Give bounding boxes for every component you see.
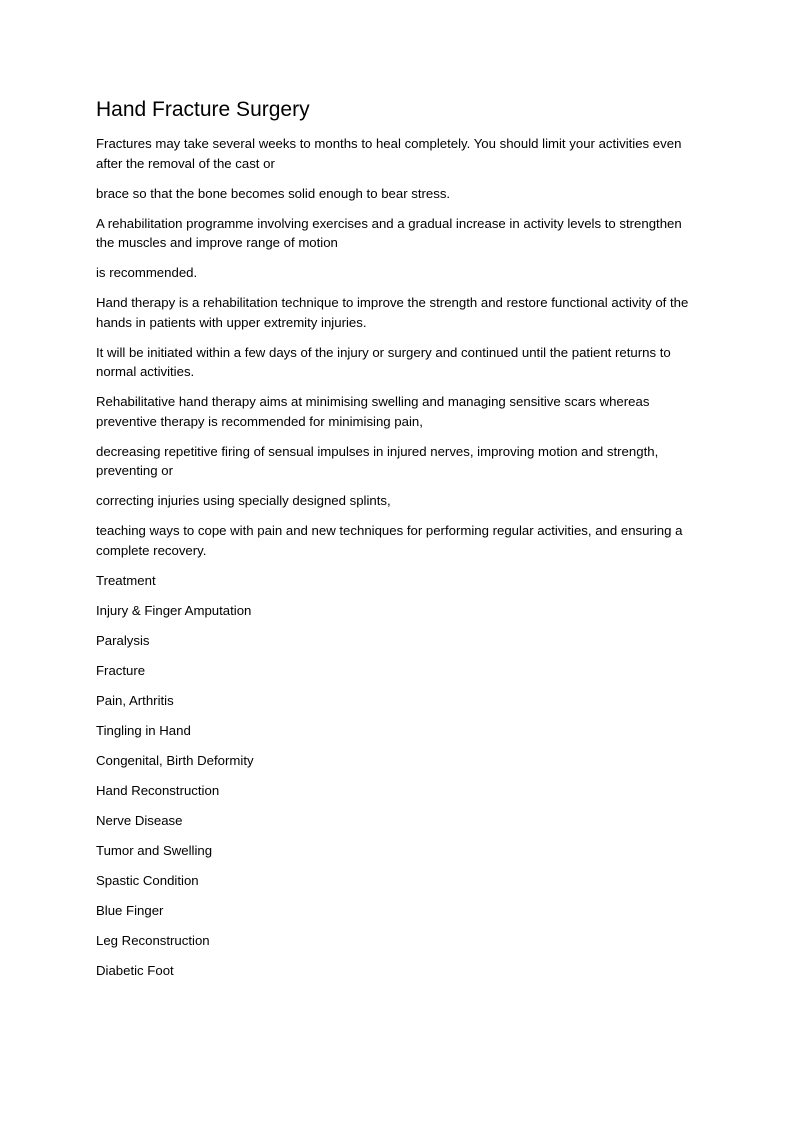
paragraph: teaching ways to cope with pain and new techniques for performing regular activities, and ensuring a complete recovery. (96, 523, 683, 558)
list-item-tumor-and-swelling: Tumor and Swelling (96, 842, 213, 858)
list-item-tingling-in-hand: Tingling in Hand (96, 722, 191, 738)
list-item-hand-reconstruction: Hand Reconstruction (96, 782, 220, 798)
paragraph: brace so that the bone becomes solid enough to bear stress. (96, 185, 451, 201)
body-text (96, 134, 702, 560)
list-item-paralysis: Paralysis (96, 632, 150, 648)
list-item-treatment: Treatment (96, 572, 156, 588)
list-item-fracture: Fracture (96, 662, 146, 678)
list-item-congenital-birth-deformity: Congenital, Birth Deformity (96, 752, 254, 768)
paragraph: A rehabilitation programme involving exercises and a gradual increase in activity levels to strengthen the muscles and improve range of motion (96, 215, 682, 250)
list-item-pain-arthritis: Pain, Arthritis (96, 692, 174, 708)
list-item-injury-finger-amputation: Injury & Finger Amputation (96, 602, 252, 618)
list-item-leg-reconstruction: Leg Reconstruction (96, 932, 210, 948)
list-item-blue-finger: Blue Finger (96, 902, 164, 918)
paragraph: correcting injuries using specially designed splints, (96, 493, 391, 508)
list-item-diabetic-foot: Diabetic Foot (96, 962, 174, 978)
page-title: Hand Fracture Surgery (96, 98, 310, 121)
list-item-nerve-disease: Nerve Disease (96, 812, 183, 828)
paragraph: Hand therapy is a rehabilitation technique to improve the strength and restore functional activity of the hands in patients with upper extremity injuries. (96, 295, 689, 330)
paragraph: decreasing repetitive firing of sensual impulses in injured nerves, improving motion and strength, preventing or (96, 443, 659, 478)
document-page (96, 96, 702, 991)
paragraph: is recommended. (96, 265, 198, 280)
paragraph: Rehabilitative hand therapy aims at minimising swelling and managing sensitive scars whereas preventive therapy is recommended for minimising pain, (96, 394, 650, 429)
list-item-spastic-condition: Spastic Condition (96, 872, 199, 888)
topic-list (96, 571, 702, 981)
paragraph: It will be initiated within a few days of the injury or surgery and continued until the patient returns to normal activities. (96, 344, 671, 379)
paragraph: Fractures may take several weeks to months to heal completely. You should limit your activities even after the removal of the cast or (96, 136, 682, 171)
